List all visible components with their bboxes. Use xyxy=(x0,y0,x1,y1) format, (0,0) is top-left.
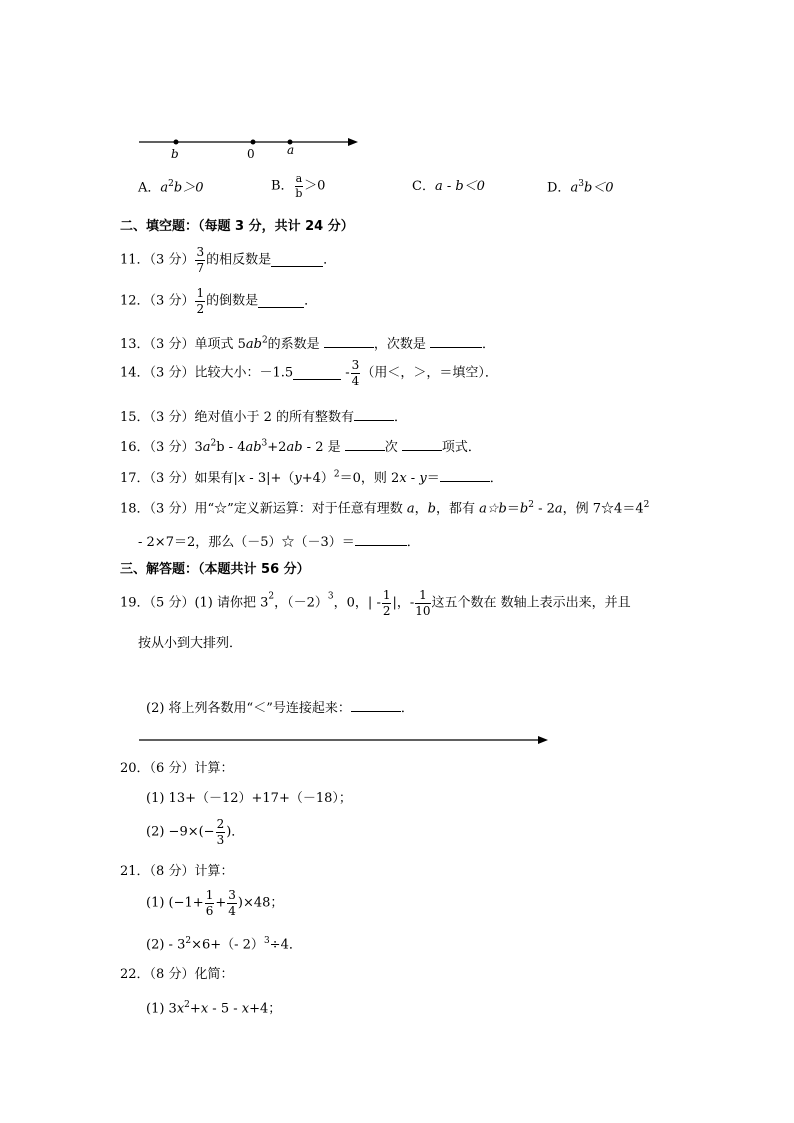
label-a: a xyxy=(287,143,295,157)
point-b xyxy=(174,140,179,145)
question-14: 14．（3 分）比较大小：－1.5 - $\frac{3}{4}$ （用＜，＞，＝填空）． xyxy=(120,358,498,388)
number-line-2-arrow xyxy=(538,736,548,744)
question-21-part-2: $(2) - 3^2\times 6+(-$ 2）$^3$÷4． xyxy=(146,936,302,953)
section-2-title: 二、填空题：（每题 3 分，共计 24 分） xyxy=(120,219,354,234)
answer-blank[interactable] xyxy=(402,438,442,451)
question-11: 11．（3 分） $\frac{3}{7}$ 的相反数是 ． xyxy=(120,245,337,275)
question-22-title: 22．（8 分）化简： xyxy=(120,967,234,982)
question-12: 12．（3 分） $\frac{1}{2}$ 的倒数是 ． xyxy=(120,286,318,316)
option-d: D．$a^3b<0$ xyxy=(547,179,614,196)
answer-blank[interactable] xyxy=(324,335,374,348)
question-21-title: 21．（8 分）计算： xyxy=(120,864,234,879)
answer-blank[interactable] xyxy=(293,367,341,380)
question-21-part-1: (1) (−1+ $\frac{1}{6}$ + $\frac{3}{4}$ )×48； xyxy=(146,888,284,918)
question-19-line-2: 按从小到大排列． xyxy=(138,636,243,651)
option-c: C．a - b＜0 xyxy=(412,179,485,194)
section-3-title: 三、解答题：（本题共计 56 分） xyxy=(120,562,310,577)
question-19-line-1: 19．（5 分）(1) 请你把 $3^2$，$(-2)^3$，0，| - $\frac{1}{2}$ |，- $\frac{1}{10}$ 这五个数在 数轴上表示出来，并且 xyxy=(120,588,631,618)
question-19-part-2: (2) 将上列各数用“＜”号连接起来： ． xyxy=(146,701,414,716)
question-17: 17．（3 分）如果有$|x - 3|+(y+4)^2=0$，则 2x - y＝ ． xyxy=(120,469,503,486)
question-18-line-2: - 2×7＝2，那么（－5）☆（－3）＝ ． xyxy=(138,535,420,550)
question-13: 13．（3 分）单项式 $5ab^2$的系数是 ，次数是 ． xyxy=(120,335,495,352)
number-line-1-arrow xyxy=(348,138,358,146)
question-20-part-1: (1) 13+（－12）+17+（－18）； xyxy=(146,791,352,806)
point-zero xyxy=(251,140,256,145)
answer-blank[interactable] xyxy=(271,254,323,267)
question-20-part-2: (2) −9×(− $\frac{2}{3}$ )． xyxy=(146,817,245,847)
question-20-title: 20．（6 分）计算： xyxy=(120,761,234,776)
question-16: 16．（3 分）$3a^2b - 4ab^3+2ab - 2$ 是 次 项式． xyxy=(120,438,481,455)
answer-blank[interactable] xyxy=(440,469,490,482)
option-b: B． $\frac{a}{b}$ ＞0 xyxy=(271,172,326,200)
label-b: b xyxy=(171,147,179,161)
answer-blank[interactable] xyxy=(351,699,401,712)
answer-blank[interactable] xyxy=(354,408,394,421)
question-18-line-1: 18．（3 分）用“☆”定义新运算：对于任意有理数 a，b，都有 $a☆b=b^2 - 2a$，例 $7☆4=4^2$ xyxy=(120,500,650,517)
answer-blank[interactable] xyxy=(345,438,385,451)
answer-blank[interactable] xyxy=(258,295,304,308)
question-22-part-1: (1) $3x^2+x - 5 - x+4$； xyxy=(146,1000,282,1017)
answer-blank[interactable] xyxy=(430,335,482,348)
label-zero: 0 xyxy=(247,147,255,161)
answer-blank[interactable] xyxy=(355,533,407,546)
question-15: 15．（3 分）绝对值小于 2 的所有整数有 ． xyxy=(120,410,407,425)
option-a: A．$a^2b>0$ xyxy=(138,179,204,196)
